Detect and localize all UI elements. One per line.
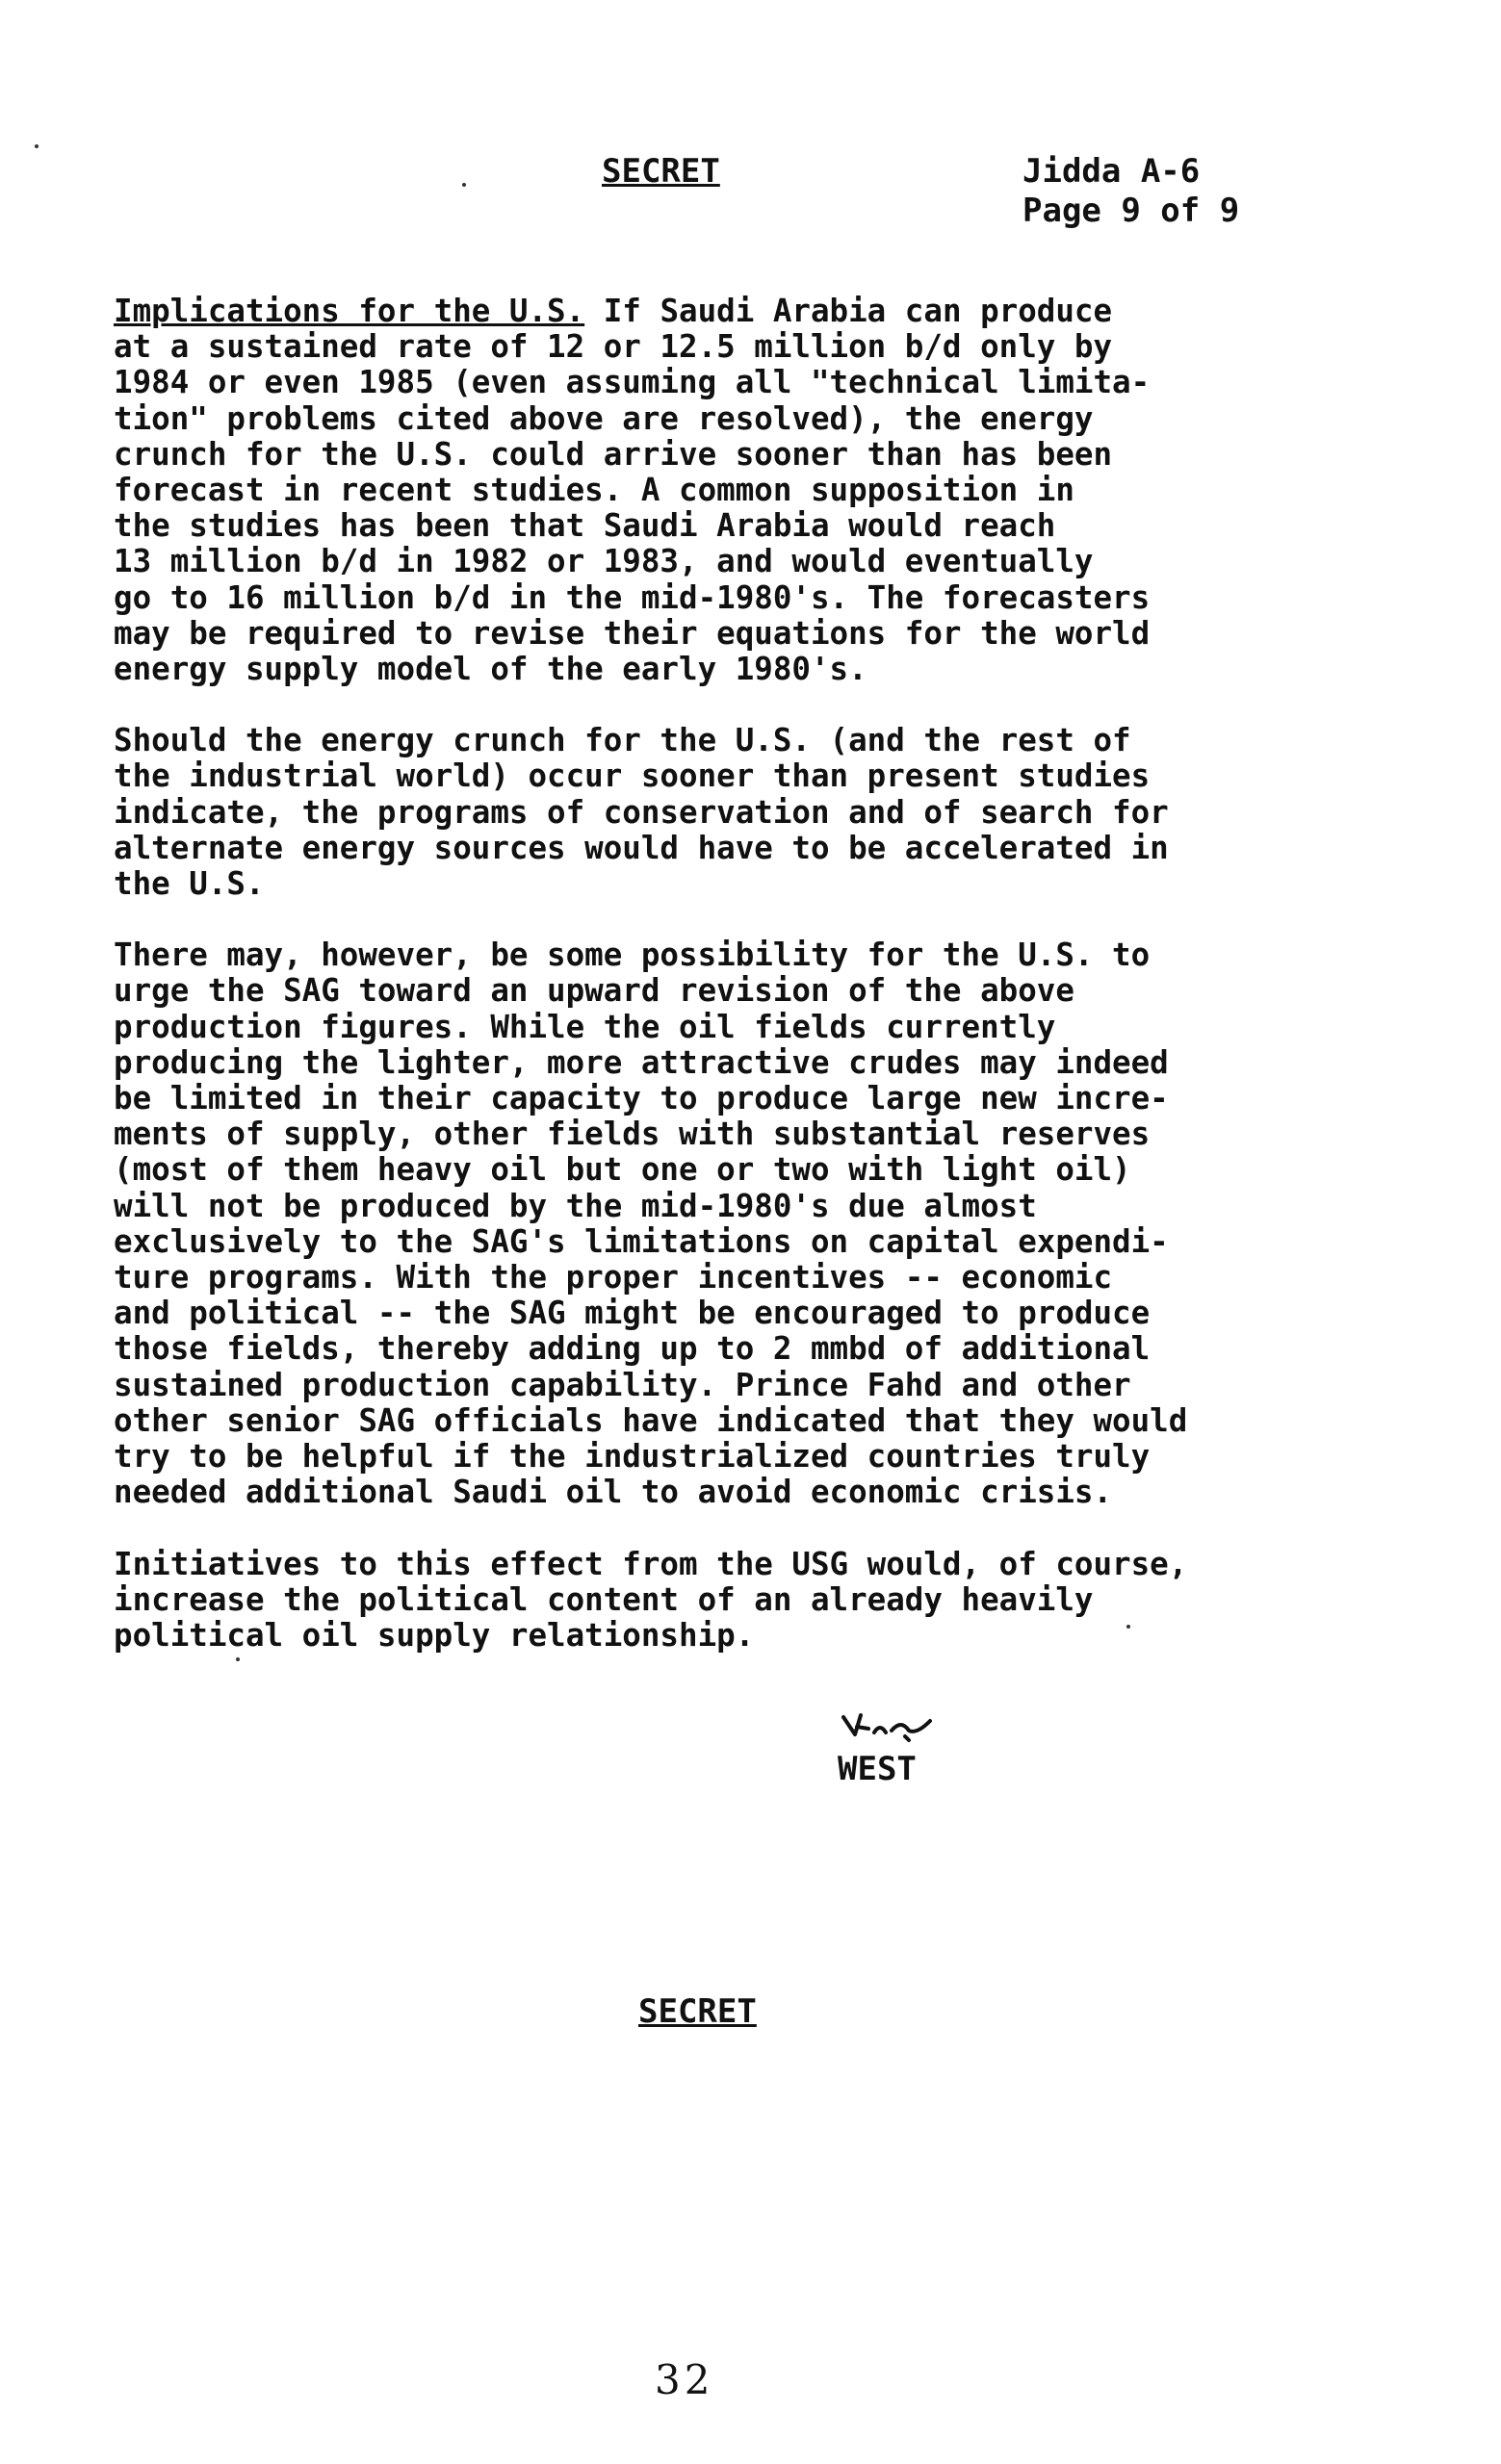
paragraph-text: If Saudi Arabia can produce at a sustained rate of 12 or 12.5 million b/d only by 1984 or even 1985 (even assuming all "technical limita- tion" problems cited above are resolved), the energy crunch for the U.S. could arrive sooner than has been forecast in recent studies. A common supposition in the studies has been that Saudi Arabia would reach 13 million b/d in 1982 or 1983, and would eventually go to 16 million b/d in the mid-1980's. The forecasters may be required to revise their equations for the world energy supply model of the early 1980's. <box>114 293 1151 688</box>
paragraph-implications <box>114 294 1332 687</box>
scan-speck <box>35 144 39 148</box>
initials-scribble-icon <box>838 1706 953 1746</box>
paragraph-heading: Implications for the U.S. <box>114 293 585 329</box>
scan-speck <box>236 1657 240 1661</box>
paragraph-energy-crunch: Should the energy crunch for the U.S. (and the rest of the industrial world) occur sooner than present studies indicate, the programs of conservation and of search for alternate energy sources would have to be accelerated in the U.S. <box>114 722 1169 903</box>
signature-block <box>838 1706 972 1788</box>
signature-name: WEST <box>838 1750 917 1788</box>
reference-number: Jidda A-6 <box>1022 152 1201 191</box>
page-indicator: Page 9 of 9 <box>1022 192 1240 230</box>
scan-speck <box>1126 1625 1130 1629</box>
paragraph-upward-revision: There may, however, be some possibility for the U.S. to urge the SAG toward an upward revision of the above production figures. While the oil fields currently producing the lighter, more attractive crudes may indeed be limited in their capacity to produce large new incre- ments of supply, other fields with substantial reserves (most of them heavy oil but one or two with light oil) will not be produced by the mid-1980's due almost exclusively to the SAG's limitations on capital expendi- ture programs. With the proper incentives -- economic and political -- the SAG might be encouraged to produce those fields, thereby adding up to 2 mmbd of additional sustained production capability. Prince Fahd and other other senior SAG officials have indicated that they would try to be helpful if the industrialized countries truly needed additional Saudi oil to avoid economic crisis. <box>114 937 1188 1511</box>
handwritten-initials <box>838 1706 972 1750</box>
document-reference <box>1022 152 1239 231</box>
document-body <box>114 294 1332 1689</box>
page-number: 32 <box>655 2356 714 2403</box>
classification-footer: SECRET <box>638 1992 757 2031</box>
classification-header: SECRET <box>602 152 720 191</box>
paragraph-initiatives: Initiatives to this effect from the USG would, of course, increase the political content of an already heavily political oil supply relationship. <box>114 1545 1188 1654</box>
scan-speck <box>462 183 466 187</box>
